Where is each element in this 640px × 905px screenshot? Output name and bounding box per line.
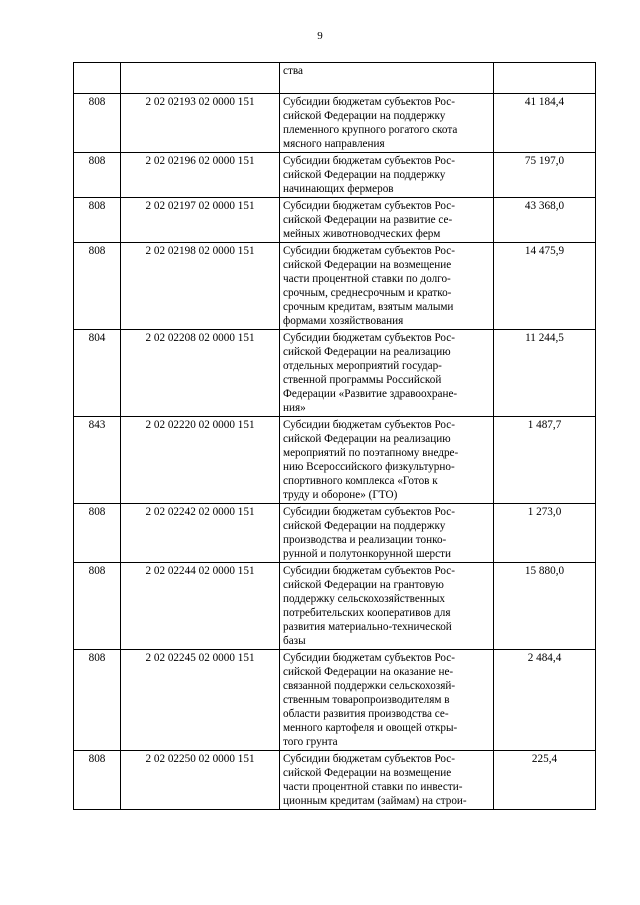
revenue-name-line: части процентной ставки по инвести- [283, 781, 463, 793]
revenue-name-line: Субсидии бюджетам субъектов Рос- [283, 652, 455, 664]
amount-cell: 11 244,5 [494, 330, 596, 417]
admin-code-cell: 843 [74, 417, 121, 504]
revenue-name-line: сийской Федерации на оказание не- [283, 666, 454, 678]
budget-code-cell: 2 02 02242 02 0000 151 [121, 504, 280, 563]
amount-cell: 1 487,7 [494, 417, 596, 504]
revenue-name-line: области развития производства се- [283, 708, 449, 720]
budget-code-cell: 2 02 02245 02 0000 151 [121, 650, 280, 751]
revenue-name-line: Субсидии бюджетам субъектов Рос- [283, 332, 455, 344]
revenue-name-line: части процентной ставки по долго- [283, 273, 451, 285]
revenue-name-line: базы [283, 635, 306, 647]
amount-cell: 15 880,0 [494, 563, 596, 650]
budget-code-cell: 2 02 02244 02 0000 151 [121, 563, 280, 650]
revenue-name-cell [280, 63, 494, 94]
table-row [74, 330, 596, 417]
budget-code-cell: 2 02 02220 02 0000 151 [121, 417, 280, 504]
revenue-name-line: потребительских кооперативов для [283, 607, 451, 619]
revenue-name-line: формами хозяйствования [283, 315, 404, 327]
admin-code-cell: 808 [74, 751, 121, 810]
revenue-name-cell [280, 153, 494, 198]
admin-code-cell [74, 63, 121, 94]
table-row [74, 153, 596, 198]
revenue-name-line: начинающих фермеров [283, 183, 394, 195]
revenue-name-line: срочным, среднесрочным и кратко- [283, 287, 452, 299]
revenue-name-line: Субсидии бюджетам субъектов Рос- [283, 96, 455, 108]
revenue-name-line: сийской Федерации на поддержку [283, 110, 446, 122]
revenue-name-line: ственной программы Российской [283, 374, 442, 386]
revenue-name-line: сийской Федерации на возмещение [283, 767, 452, 779]
revenue-name-line: Субсидии бюджетам субъектов Рос- [283, 200, 455, 212]
table-row [74, 243, 596, 330]
amount-cell: 225,4 [494, 751, 596, 810]
revenue-name-cell [280, 94, 494, 153]
budget-code-cell [121, 63, 280, 94]
revenue-name-line [283, 78, 490, 92]
admin-code-cell: 808 [74, 94, 121, 153]
revenue-name-line: ционным кредитам (займам) на строи- [283, 795, 467, 807]
revenue-name-cell [280, 330, 494, 417]
amount-cell [494, 63, 596, 94]
revenue-name-line: сийской Федерации на реализацию [283, 433, 451, 445]
amount-cell: 41 184,4 [494, 94, 596, 153]
revenue-name-cell [280, 563, 494, 650]
revenue-name-cell [280, 751, 494, 810]
revenue-name-line: Субсидии бюджетам субъектов Рос- [283, 419, 455, 431]
amount-cell: 2 484,4 [494, 650, 596, 751]
amount-cell: 75 197,0 [494, 153, 596, 198]
revenue-name-line: мясного направления [283, 138, 385, 150]
revenue-name-line: развития материально-технической [283, 621, 452, 633]
revenue-name-line: ния» [283, 402, 306, 414]
admin-code-cell: 808 [74, 650, 121, 751]
table-row [74, 198, 596, 243]
revenue-name-line: сийской Федерации на возмещение [283, 259, 452, 271]
revenue-name-cell [280, 650, 494, 751]
admin-code-cell: 808 [74, 198, 121, 243]
amount-cell: 1 273,0 [494, 504, 596, 563]
revenue-name-line: Субсидии бюджетам субъектов Рос- [283, 245, 455, 257]
revenue-name-line: связанной поддержки сельскохозяй- [283, 680, 456, 692]
revenue-name-line: Субсидии бюджетам субъектов Рос- [283, 155, 455, 167]
revenue-name-line: производства и реализации тонко- [283, 534, 447, 546]
revenue-name-line: мероприятий по поэтапному внедре- [283, 447, 459, 459]
revenue-name-line: Федерации «Развитие здравоохране- [283, 388, 458, 400]
revenue-name-line: мейных животноводческих ферм [283, 228, 441, 240]
revenue-name-line: Субсидии бюджетам субъектов Рос- [283, 506, 455, 518]
budget-code-cell: 2 02 02196 02 0000 151 [121, 153, 280, 198]
amount-cell: 14 475,9 [494, 243, 596, 330]
revenue-name-line: сийской Федерации на поддержку [283, 169, 446, 181]
table-row [74, 94, 596, 153]
revenue-name-line: нию Всероссийского физкультурно- [283, 461, 455, 473]
budget-code-cell: 2 02 02193 02 0000 151 [121, 94, 280, 153]
table-row [74, 751, 596, 810]
budget-code-cell: 2 02 02197 02 0000 151 [121, 198, 280, 243]
budget-table [73, 62, 596, 810]
revenue-name-line: сийской Федерации на грантовую [283, 579, 444, 591]
revenue-name-line: отдельных мероприятий государ- [283, 360, 442, 372]
revenue-name-line: поддержку сельскохозяйственных [283, 593, 445, 605]
admin-code-cell: 808 [74, 243, 121, 330]
table-row [74, 417, 596, 504]
budget-code-cell: 2 02 02198 02 0000 151 [121, 243, 280, 330]
revenue-name-cell [280, 198, 494, 243]
revenue-name-line: сийской Федерации на развитие се- [283, 214, 453, 226]
amount-cell: 43 368,0 [494, 198, 596, 243]
table-row [74, 63, 596, 94]
budget-code-cell: 2 02 02250 02 0000 151 [121, 751, 280, 810]
revenue-name-line: сийской Федерации на реализацию [283, 346, 451, 358]
revenue-name-cell [280, 417, 494, 504]
revenue-name-cell [280, 504, 494, 563]
revenue-name-line: Субсидии бюджетам субъектов Рос- [283, 753, 455, 765]
page-number: 9 [317, 30, 323, 42]
admin-code-cell: 808 [74, 563, 121, 650]
revenue-name-line: сийской Федерации на поддержку [283, 520, 446, 532]
table-row [74, 650, 596, 751]
revenue-name-line: срочным кредитам, взятым малыми [283, 301, 454, 313]
revenue-name-line: ственным товаропроизводителям в [283, 694, 450, 706]
revenue-name-cell [280, 243, 494, 330]
revenue-name-line: ства [283, 65, 303, 77]
table-row [74, 504, 596, 563]
revenue-name-line: Субсидии бюджетам субъектов Рос- [283, 565, 455, 577]
revenue-name-line: племенного крупного рогатого скота [283, 124, 458, 136]
revenue-name-line: того грунта [283, 736, 338, 748]
revenue-name-line: спортивного комплекса «Готов к [283, 475, 438, 487]
revenue-name-line: рунной и полутонкорунной шерсти [283, 548, 451, 560]
admin-code-cell: 808 [74, 504, 121, 563]
revenue-name-line: труду и обороне» (ГТО) [283, 489, 398, 501]
table-row [74, 563, 596, 650]
admin-code-cell: 804 [74, 330, 121, 417]
revenue-name-line: менного картофеля и овощей откры- [283, 722, 458, 734]
admin-code-cell: 808 [74, 153, 121, 198]
budget-code-cell: 2 02 02208 02 0000 151 [121, 330, 280, 417]
